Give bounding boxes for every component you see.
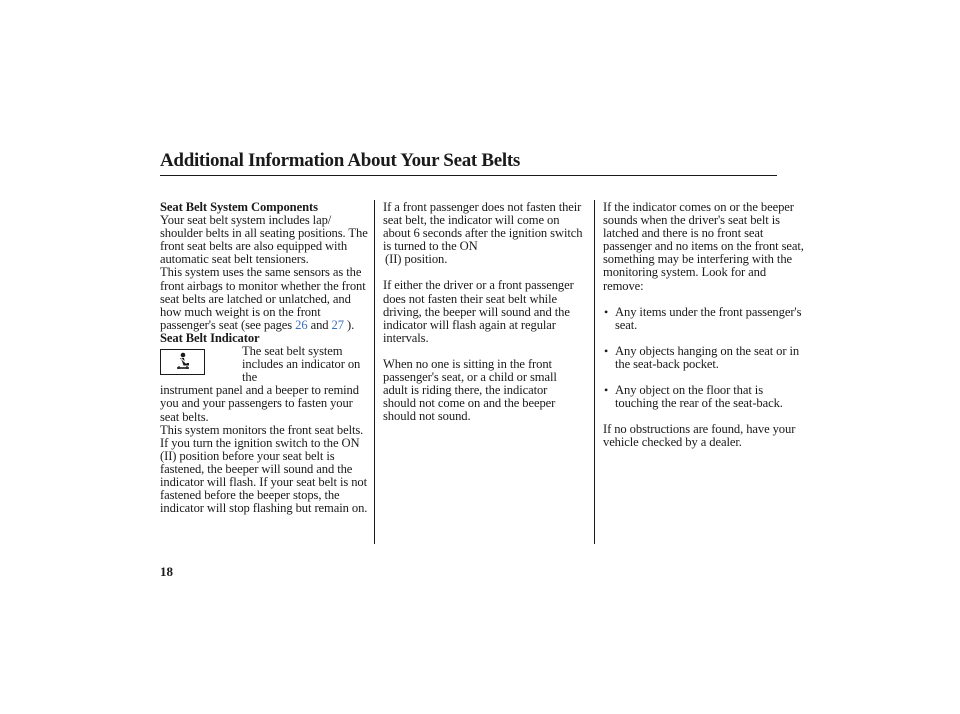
paragraph-sensors (160, 266, 370, 331)
paragraph-no-obstructions: If no obstructions are found, have your vehicle checked by a dealer. (603, 422, 796, 450)
list-item (603, 384, 808, 410)
list-item (603, 306, 808, 332)
heading-seat-belt-indicator: Seat Belt Indicator (160, 330, 260, 345)
seat-belt-indicator-icon (160, 349, 205, 375)
list-item-text: Any objects hanging on the seat or in the seat-back pocket. (615, 343, 800, 371)
paragraph-sensors-end: ). (343, 317, 355, 332)
list-item-text: Any object on the floor that is touching the rear of the seat-back. (615, 383, 783, 411)
column-1 (160, 201, 370, 515)
indicator-block (160, 345, 370, 424)
paragraph-indicator-rest: instrument panel and a beeper to remind you and your passengers to fasten your seat belts. (160, 383, 359, 424)
bullet-dot: • (604, 343, 609, 358)
list-item-text: Any items under the front passenger's seat. (615, 304, 802, 332)
paragraph-front-passenger-position: (II) position. (385, 252, 448, 267)
paragraph-front-passenger (383, 201, 583, 266)
list-item (603, 345, 808, 371)
paragraph-no-one-sitting: When no one is sitting in the front passenger's seat, or a child or small adult is riding there, the indicator should not come on and the beeper should not sound. (383, 356, 557, 424)
paragraph-system-includes: Your seat belt system includes lap/ shoulder belts in all seating positions. The front seat belts are also equipped with automatic seat belt tensioners. (160, 213, 368, 267)
remove-items-list (603, 306, 808, 411)
paragraph-monitors: This system monitors the front seat belts. If you turn the ignition switch to the ON (II) position before your seat belt is fastened, the beeper will sound and the indicator will flash. If your seat belt is not fastened before the beeper stops, the indicator will stop flashing but remain on. (160, 422, 368, 516)
column-divider-2 (594, 200, 595, 544)
page-link-26[interactable]: 26 (295, 317, 308, 332)
paragraph-while-driving: If either the driver or a front passenger does not fasten their seat belt while driving, the beeper will sound and the indicator will flash again at regular intervals. (383, 278, 574, 345)
paragraph-indicator-intro: The seat belt system includes an indicator on the (242, 344, 361, 385)
bullet-dot: • (604, 383, 609, 398)
paragraph-front-passenger-text: If a front passenger does not fasten their seat belt, the indicator will come on about 6 seconds after the ignition switch is turned to the ON (383, 200, 583, 254)
heading-seat-belt-system-components: Seat Belt System Components (160, 200, 318, 214)
column-2 (383, 201, 583, 423)
paragraph-sensors-and: and (307, 317, 332, 332)
column-3 (603, 201, 808, 449)
column-divider-1 (374, 200, 375, 544)
page-title: Additional Information About Your Seat Belts (160, 150, 520, 171)
title-rule (160, 175, 777, 176)
page-number: 18 (160, 564, 173, 579)
paragraph-interference: If the indicator comes on or the beeper sounds when the driver's seat belt is latched and there is no front seat passenger and no items on the front seat, something may be interfering with the monitoring system. Look for and remove: (603, 200, 804, 293)
bullet-dot: • (604, 304, 609, 319)
paragraph-sensors-text: This system uses the same sensors as the front airbags to monitor whether the front seat belts are latched or unlatched, and how much weight is on the front passenger's seat (see pages (160, 265, 366, 332)
page-link-27[interactable]: 27 (331, 317, 344, 332)
